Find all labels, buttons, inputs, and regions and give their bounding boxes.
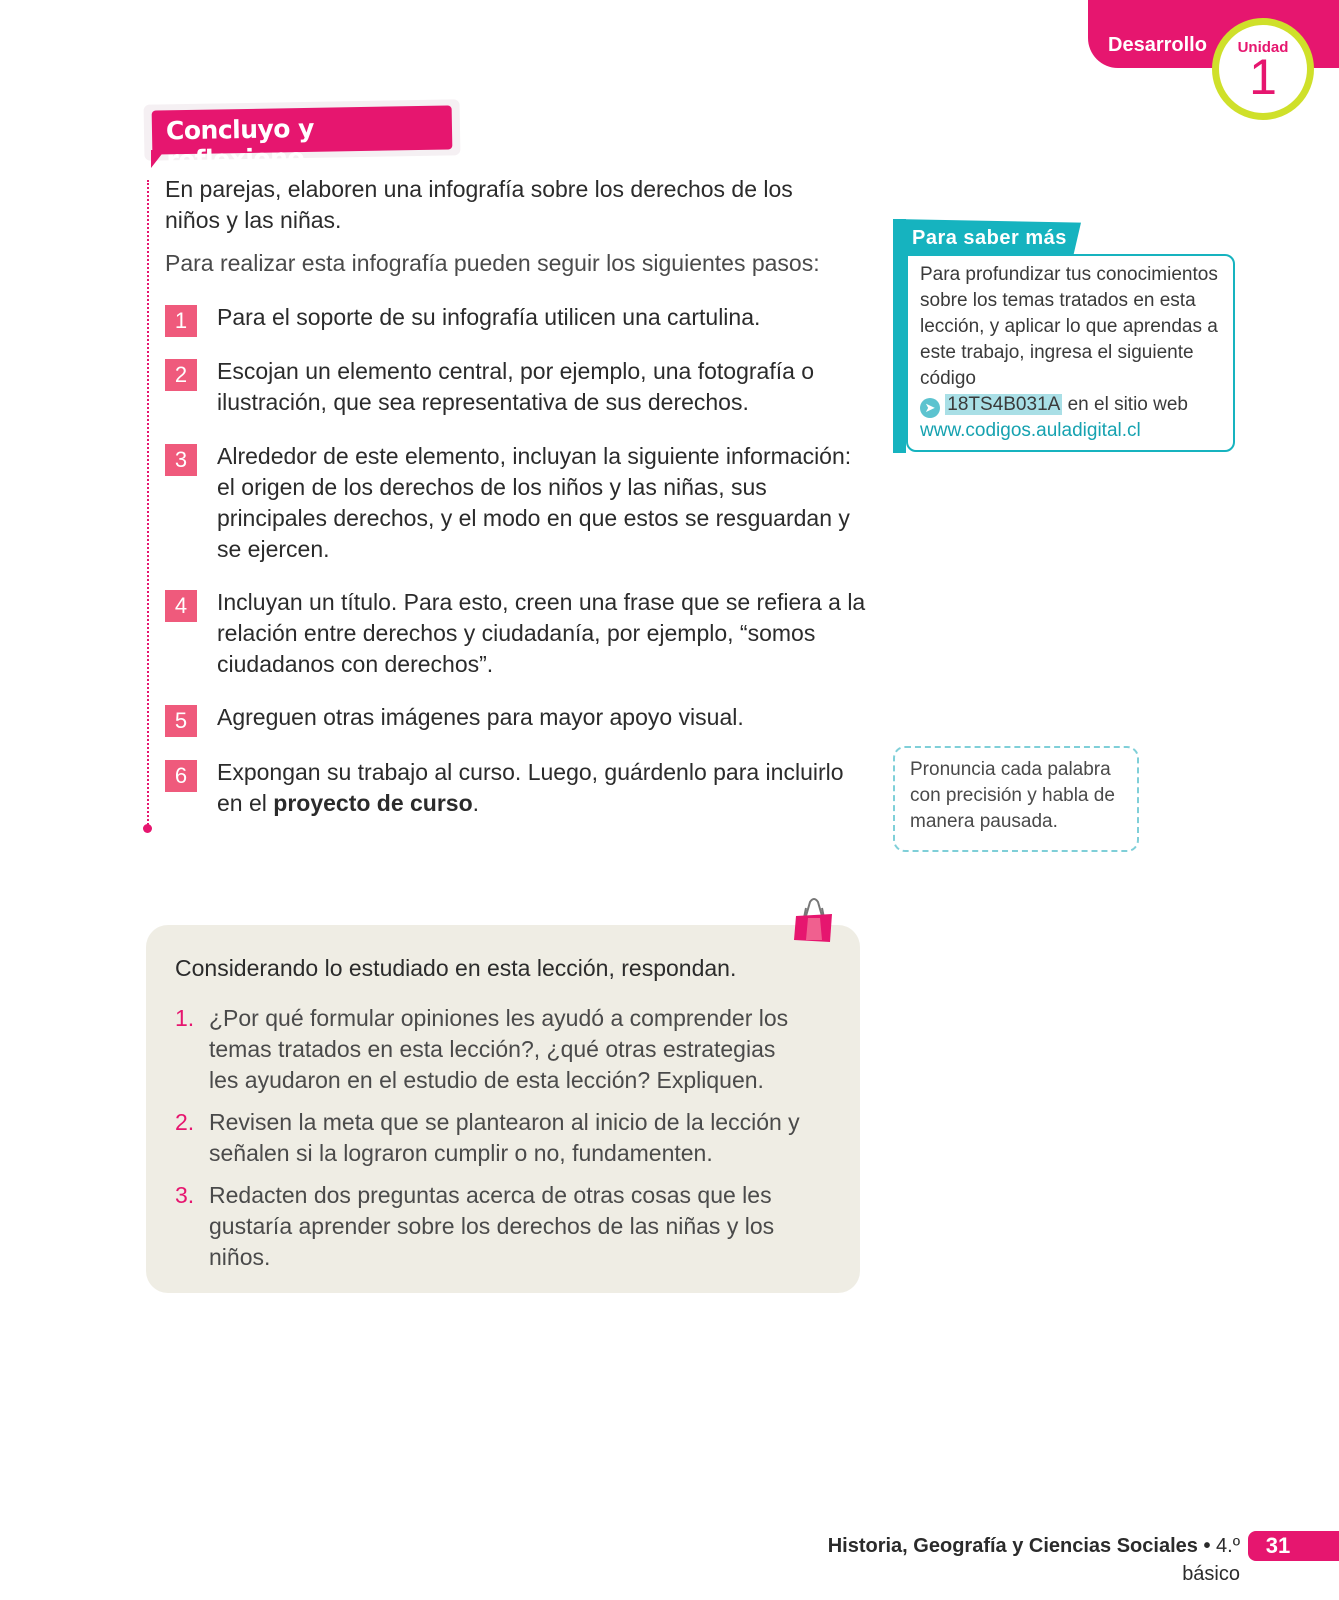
step-number: 5 (165, 705, 197, 737)
step-text: Agreguen otras imágenes para mayor apoyo visual. (217, 704, 744, 730)
unit-word: Unidad (1237, 39, 1289, 56)
step-text: Incluyan un título. Para esto, creen una frase que se refiera a la relación entre derechos y ciudadanía, por ejemplo, “somos ciudadanos con derechos”. (217, 589, 866, 677)
step-number: 3 (165, 444, 197, 476)
question-number: 1. (175, 1005, 195, 1031)
intro-text: En parejas, elaboren una infografía sobre los derechos de los niños y las niñas. (165, 176, 793, 233)
step-text: Expongan su trabajo al curso. Luego, guárdenlo para incluirlo en el proyecto de curso. (217, 759, 844, 816)
access-code: 18TS4B031A (947, 394, 1061, 415)
binder-clip-icon (792, 896, 836, 946)
page-number: 31 (1265, 1533, 1291, 1558)
step-number: 4 (165, 590, 197, 622)
question-number: 2. (175, 1109, 195, 1135)
unit-badge (1212, 18, 1314, 120)
section-label: Desarrollo (1108, 34, 1207, 56)
dotted-line-end (143, 824, 152, 833)
step-text: Alrededor de este elemento, incluyan la siguiente información: el origen de los derechos de los niños y las niñas, sus principales derechos, y el modo en que estos se resguardan y se ejercen. (217, 443, 852, 562)
step-number: 1 (165, 305, 197, 337)
step-text: Para el soporte de su infografía utilicen una cartulina. (217, 304, 761, 330)
saber-mas-body: Para profundizar tus conocimientos sobre los temas tratados en esta lección, y aplicar lo que aprendas a este trabajo, ingresa el siguiente código ➤ 18TS4B031A en el sitio web www.codigos.auladigital.cl (920, 264, 1218, 441)
website-link[interactable]: www.codigos.auladigital.cl (920, 420, 1141, 441)
reflection-intro: Considerando lo estudiado en esta lección, respondan. (175, 955, 737, 981)
dotted-guide-line (147, 180, 149, 825)
header-tail (151, 150, 165, 168)
step-number: 2 (165, 359, 197, 391)
question-text: Revisen la meta que se plantearon al inicio de la lección y señalen si la lograron cumplir o no, fundamenten. (209, 1109, 800, 1166)
rocket-icon: ➤ (920, 398, 940, 418)
question-number: 3. (175, 1182, 195, 1208)
step-number: 6 (165, 760, 197, 792)
project-bold: proyecto de curso (273, 790, 473, 816)
unit-number: 1 (1249, 49, 1277, 105)
section-title: Concluyo y reflexiono (165, 113, 315, 175)
question-text: Redacten dos preguntas acerca de otras cosas que les gustaría aprender sobre los derechos de las niñas y los niños. (209, 1182, 775, 1270)
footer (790, 1532, 1240, 1588)
footer-bullet: • (1203, 1535, 1211, 1557)
footer-subject: Historia, Geografía y Ciencias Sociales (827, 1535, 1198, 1557)
intro-steps-text: Para realizar esta infografía pueden seguir los siguientes pasos: (165, 250, 820, 276)
speaking-tip-text: Pronuncia cada palabra con precisión y habla de manera pausada. (910, 759, 1115, 832)
step-text: Escojan un elemento central, por ejemplo, una fotografía o ilustración, que sea representativa de sus derechos. (217, 358, 815, 415)
saber-mas-title: Para saber más (912, 227, 1067, 249)
question-text: ¿Por qué formular opiniones les ayudó a comprender los temas tratados en esta lección?, ¿qué otras estrategias les ayudaron en el estudio de esta lección? Expliquen. (209, 1005, 789, 1093)
footer-grade: 4.º básico (1182, 1535, 1240, 1585)
